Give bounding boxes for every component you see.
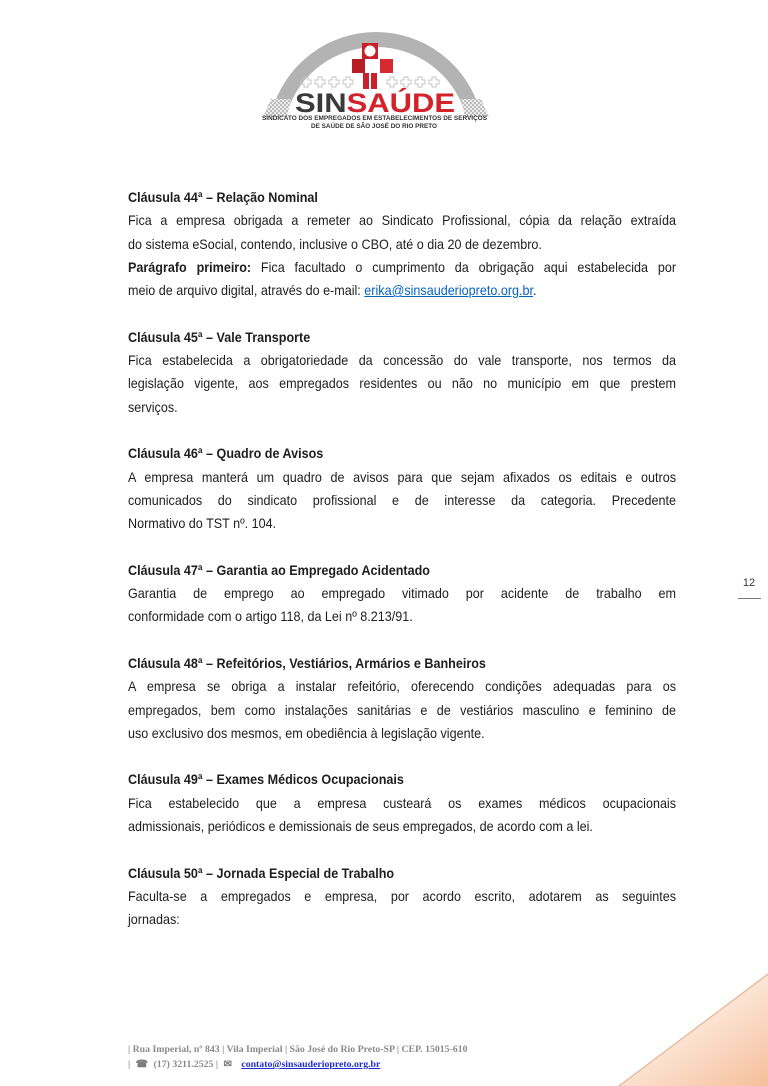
footer-contact <box>128 1057 468 1072</box>
clause-text-line: do sistema eSocial, contendo, inclusive o CBO, até o dia 20 de dezembro. <box>128 235 542 252</box>
clause-text-line: Fica estabelecido que a empresa custeará os exames médicos ocupacionais <box>128 794 677 811</box>
phone-icon: ☎ <box>135 1059 149 1070</box>
clause-text-line: Fica a empresa obrigada a remeter ao Sindicato Profissional, cópia da relação extraída <box>128 212 677 229</box>
clause-heading: Cláusula 45ª – Vale Transporte <box>128 328 311 345</box>
clause-heading: Cláusula 50ª – Jornada Especial de Trabalho <box>128 864 395 881</box>
logo-small-crosses <box>301 77 439 87</box>
clause-50 <box>128 862 676 932</box>
logo-subtitle-line2: DE SAÚDE DE SÃO JOSÉ DO RIO PRETO <box>311 123 436 130</box>
clause-heading: Cláusula 46ª – Quadro de Avisos <box>128 445 324 462</box>
clause-46 <box>128 442 676 535</box>
envelope-icon: ✉ <box>223 1059 232 1070</box>
paragraph-first-line <box>128 256 676 279</box>
clause-44 <box>128 186 676 302</box>
clause-text-line: A empresa manterá um quadro de avisos para que sejam afixados os editais e outros <box>128 468 677 485</box>
clause-text-line: legislação vigente, aos empregados residentes ou não no município em que prestem <box>128 375 677 392</box>
clause-49 <box>128 768 676 838</box>
logo-wordmark: SIN SAÚDE <box>295 88 442 118</box>
logo-subtitle-line1: SINDICATO DOS EMPREGADOS EM ESTABELECIMENTOS DE SERVIÇOS <box>262 115 487 122</box>
clause-text-line: jornadas: <box>128 911 180 928</box>
clause-text-line: serviços. <box>128 398 178 415</box>
footer-separator: | <box>215 1059 219 1070</box>
clause-heading: Cláusula 44ª – Relação Nominal <box>128 189 318 205</box>
page-number: 12 <box>742 577 756 589</box>
paragraph-text: meio de arquivo digital, através do e-mail: <box>128 282 365 299</box>
clause-text-line: Fica estabelecida a obrigatoriedade da concessão do vale transporte, nos termos da <box>128 352 677 369</box>
footer <box>128 1042 468 1072</box>
footer-separator: | <box>128 1059 131 1070</box>
footer-email-link[interactable]: contato@sinsauderiopreto.org.br <box>241 1059 381 1070</box>
clause-48 <box>128 652 676 745</box>
clause-text-line: uso exclusivo dos mesmos, em obediência à legislação vigente. <box>128 724 485 741</box>
clause-heading: Cláusula 49ª – Exames Médicos Ocupacionais <box>128 771 404 788</box>
clause-text-line: conformidade com o artigo 118, da Lei nº 8.213/91. <box>128 608 413 625</box>
clause-text-line: Garantia de emprego ao empregado vitimado por acidente de trabalho em <box>128 585 677 602</box>
clause-45 <box>128 326 676 419</box>
clause-text-line: Normativo do TST nº. 104. <box>128 515 277 532</box>
sinsaude-logo <box>0 0 768 140</box>
clause-heading: Cláusula 48ª – Refeitórios, Vestiários, Armários e Banheiros <box>128 654 486 671</box>
clause-text-line: comunicados do sindicato profissional e de interesse da categoria. Precedente <box>128 491 677 508</box>
clause-text-line: empregados, bem como instalações sanitárias e de vestiários masculino e feminino de <box>128 701 677 718</box>
paragraph-label: Parágrafo primeiro: <box>128 258 252 275</box>
paragraph-second-line <box>128 279 676 302</box>
clause-text-line: A empresa se obriga a instalar refeitório, oferecendo condições adequadas para os <box>128 678 677 695</box>
page-number-rule <box>738 598 761 599</box>
clause-heading: Cláusula 47ª – Garantia ao Empregado Acidentado <box>128 561 430 578</box>
clause-47 <box>128 559 676 629</box>
footer-phone: (17) 3211.2525 <box>153 1059 214 1070</box>
document-body <box>128 186 676 932</box>
paragraph-text: Fica facultado o cumprimento da obrigação aqui estabelecida por <box>251 258 677 275</box>
email-link[interactable]: erika@sinsauderiopreto.org.br <box>364 282 533 299</box>
clause-text-line: admissionais, periódicos e demissionais de seus empregados, de acordo com a lei. <box>128 818 593 835</box>
paragraph-text: . <box>532 282 537 299</box>
footer-address: | Rua Imperial, nº 843 | Vila Imperial | São José do Rio Preto-SP | CEP. 15015-610 <box>128 1044 468 1055</box>
clause-text-line: Faculta-se a empregados e empresa, por acordo escrito, adotarem as seguintes <box>128 887 677 904</box>
